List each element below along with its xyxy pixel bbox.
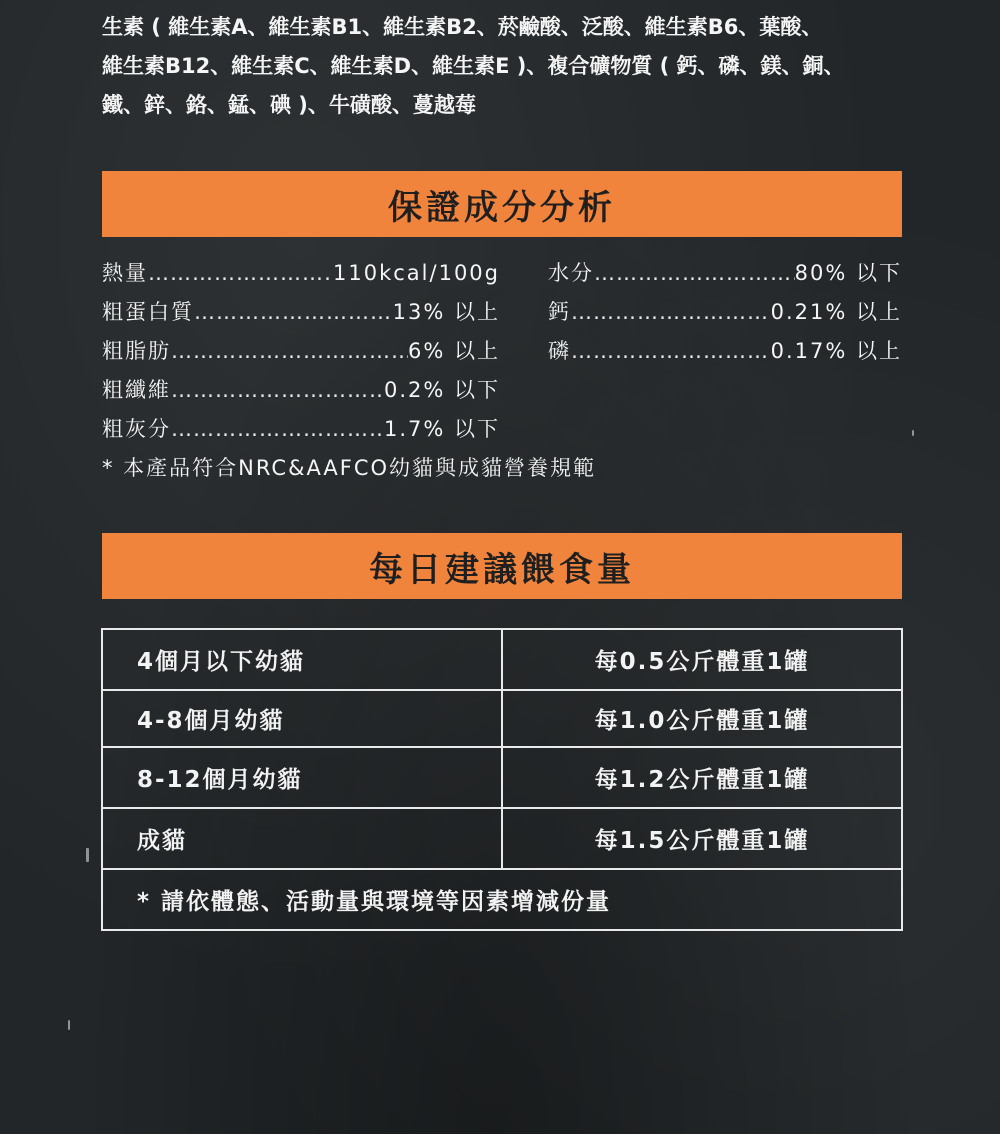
analysis-value: 6% 以上 [408,339,500,363]
analysis-name: 熱量 [102,261,148,285]
analysis-name: 水分 [548,261,594,285]
analysis-name: 磷 [548,339,571,363]
analysis-value: 0.21% 以上 [770,300,902,324]
ingredient-list [102,8,902,125]
table-row [103,748,901,809]
analysis-row [102,374,500,413]
age-cell: 4-8個月幼貓 [103,691,503,746]
leader-dots [571,339,771,363]
feeding-heading: 每日建議餵食量 [102,533,902,599]
leader-dots [594,261,795,285]
analysis-value: 110kcal/100g [333,261,500,285]
amount-cell: 每1.2公斤體重1罐 [594,767,810,793]
analysis-name: 粗纖維 [102,378,171,402]
analysis-name: 粗蛋白質 [102,300,194,324]
analysis-row [102,335,500,374]
leader-dots [571,300,771,324]
analysis-row [102,257,500,296]
amount-cell: 每1.0公斤體重1罐 [594,708,810,734]
amount-cell: 每1.5公斤體重1罐 [594,828,810,854]
amount-cell: 每0.5公斤體重1罐 [594,649,810,675]
analysis-row [548,296,902,335]
age-cell: 8-12個月幼貓 [103,748,503,807]
ingredient-line: 生素 ( 維生素A、維生素B1、維生素B2、菸鹼酸、泛酸、維生素B6、葉酸、 [102,15,823,39]
analysis-name: 粗灰分 [102,417,171,441]
analysis-heading: 保證成分分析 [102,171,902,237]
ingredient-line: 鐵、鋅、鉻、錳、碘 )、牛磺酸、蔓越莓 [102,93,476,117]
analysis-value: 0.17% 以上 [770,339,902,363]
analysis-value: 13% 以上 [392,300,500,324]
leader-dots [171,417,384,441]
texture-speck [912,430,914,436]
feeding-table [101,628,903,931]
analysis-name: 粗脂肪 [102,339,171,363]
analysis-value: 0.2% 以下 [383,378,500,402]
table-row [103,691,901,748]
table-row [103,630,901,691]
texture-speck [86,848,89,862]
analysis-row [548,257,902,296]
analysis-row [548,335,902,374]
table-row [103,809,901,870]
feeding-note: * 請依體態、活動量與環境等因素增減份量 [137,889,612,915]
analysis-value: 1.7% 以下 [383,417,500,441]
nutrition-standard-note: * 本產品符合NRC&AAFCO幼貓與成貓營養規範 [102,456,597,480]
ingredient-line: 維生素B12、維生素C、維生素D、維生素E )、複合礦物質 ( 鈣、磷、鎂、銅、 [102,54,845,78]
age-cell: 4個月以下幼貓 [103,630,503,689]
analysis-name: 鈣 [548,300,571,324]
leader-dots [148,261,333,285]
leader-dots [194,300,393,324]
age-cell: 成貓 [103,809,503,868]
analysis-row [102,413,500,452]
analysis-value: 80% 以下 [794,261,902,285]
texture-speck [68,1020,70,1030]
leader-dots [171,378,384,402]
leader-dots [171,339,408,363]
analysis-row [102,296,500,335]
analysis-right-column [548,257,902,374]
analysis-left-column [102,257,500,452]
